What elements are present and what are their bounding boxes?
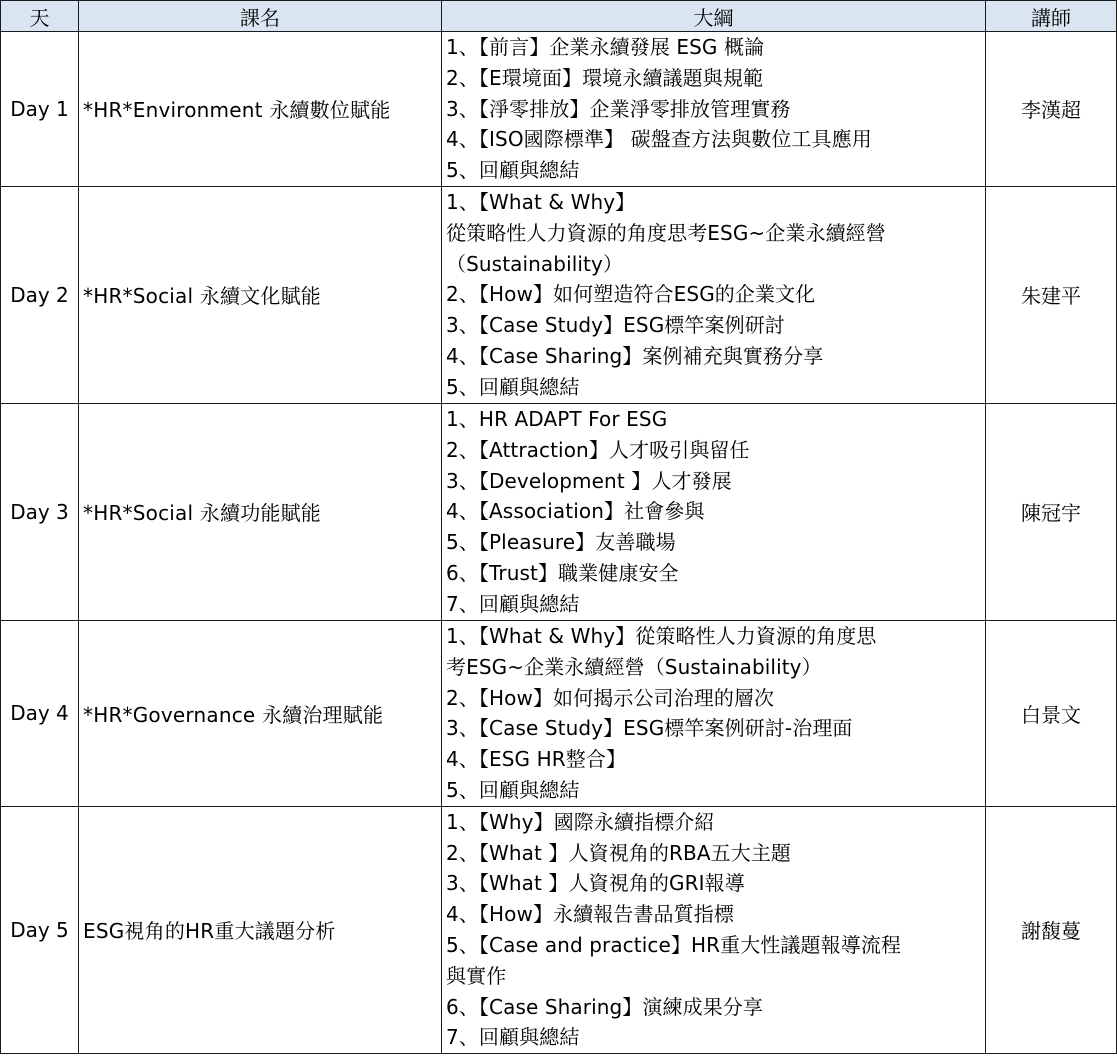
outline-item: 7、回顧與總結	[446, 591, 580, 616]
outline-cell	[442, 32, 986, 187]
table-row	[1, 186, 1117, 403]
course-name-cell: *HR*Governance 永續治理賦能	[79, 620, 442, 806]
outline-cell	[442, 806, 986, 1053]
outline-item: 2、【How】如何塑造符合ESG的企業文化	[446, 282, 816, 307]
outline-item: 1、【前言】企業永續發展 ESG 概論	[446, 35, 765, 59]
day-cell: Day 2	[1, 186, 79, 403]
outline-item: 5、回顧與總結	[446, 374, 580, 399]
table-row	[1, 620, 1117, 806]
day-cell: Day 4	[1, 620, 79, 806]
outline-item: 4、【Case Sharing】案例補充與實務分享	[446, 343, 824, 368]
instructor-cell: 朱建平	[986, 186, 1117, 403]
day-cell: Day 3	[1, 403, 79, 620]
course-name-cell: *HR*Social 永續功能賦能	[79, 403, 442, 620]
course-name-cell: ESG視角的HR重大議題分析	[79, 806, 442, 1053]
outline-item: 2、【How】如何揭示公司治理的層次	[446, 685, 775, 710]
outline-item: 1、【What & Why】	[446, 189, 636, 214]
day-cell: Day 5	[1, 806, 79, 1053]
outline-item: 3、【Case Study】ESG標竿案例研討	[446, 313, 785, 338]
table-row	[1, 32, 1117, 187]
outline-item: 4、【Association】社會參與	[446, 499, 705, 524]
table-row	[1, 403, 1117, 620]
outline-item: 5、回顧與總結	[446, 777, 580, 802]
outline-item: 5、【Pleasure】友善職場	[446, 530, 676, 555]
header-course: 課名	[79, 1, 442, 32]
outline-item: 4、【ESG HR整合】	[446, 747, 627, 772]
outline-item: 1、【Why】國際永續指標介紹	[446, 809, 715, 834]
table-row	[1, 806, 1117, 1053]
outline-cell	[442, 403, 986, 620]
day-cell: Day 1	[1, 32, 79, 187]
instructor-cell: 謝馥蔓	[986, 806, 1117, 1053]
course-name-cell: *HR*Social 永續文化賦能	[79, 186, 442, 403]
header-instructor: 講師	[986, 1, 1117, 32]
outline-item: 7、回顧與總結	[446, 1025, 580, 1050]
outline-item: 6、【Case Sharing】演練成果分享	[446, 994, 764, 1019]
outline-item: 2、【Attraction】人才吸引與留任	[446, 437, 750, 462]
outline-item: （Sustainability）	[446, 251, 624, 276]
header-outline: 大綱	[442, 1, 986, 32]
outline-item: 3、【淨零排放】企業淨零排放管理實務	[446, 96, 791, 121]
header-row	[1, 1, 1117, 32]
outline-item: 2、【What 】人資視角的RBA五大主題	[446, 840, 792, 865]
outline-item: 5、【Case and practice】HR重大性議題報導流程	[446, 932, 902, 957]
outline-item: 與實作	[446, 963, 507, 988]
outline-item: 4、【ISO國際標準】 碳盤查方法與數位工具應用	[446, 127, 872, 152]
outline-item: 4、【How】永續報告書品質指標	[446, 902, 734, 927]
outline-item: 從策略性人力資源的角度思考ESG~企業永續經營	[446, 220, 886, 245]
outline-cell	[442, 620, 986, 806]
outline-item: 1、【What & Why】從策略性人力資源的角度思	[446, 623, 877, 648]
course-name-cell: *HR*Environment 永續數位賦能	[79, 32, 442, 187]
instructor-cell: 白景文	[986, 620, 1117, 806]
instructor-cell: 李漢超	[986, 32, 1117, 187]
outline-item: 3、【What 】人資視角的GRI報導	[446, 871, 745, 896]
outline-item: 考ESG~企業永續經營（Sustainability）	[446, 654, 822, 679]
header-day: 天	[1, 1, 79, 32]
outline-item: 3、【Development 】人才發展	[446, 468, 732, 493]
instructor-cell: 陳冠宇	[986, 403, 1117, 620]
outline-item: 1、HR ADAPT For ESG	[446, 406, 668, 431]
outline-item: 3、【Case Study】ESG標竿案例研討-治理面	[446, 716, 853, 741]
outline-item: 5、回顧與總結	[446, 158, 580, 183]
outline-cell	[442, 186, 986, 403]
outline-item: 6、【Trust】職業健康安全	[446, 560, 679, 585]
outline-item: 2、【E環境面】環境永續議題與規範	[446, 65, 764, 90]
